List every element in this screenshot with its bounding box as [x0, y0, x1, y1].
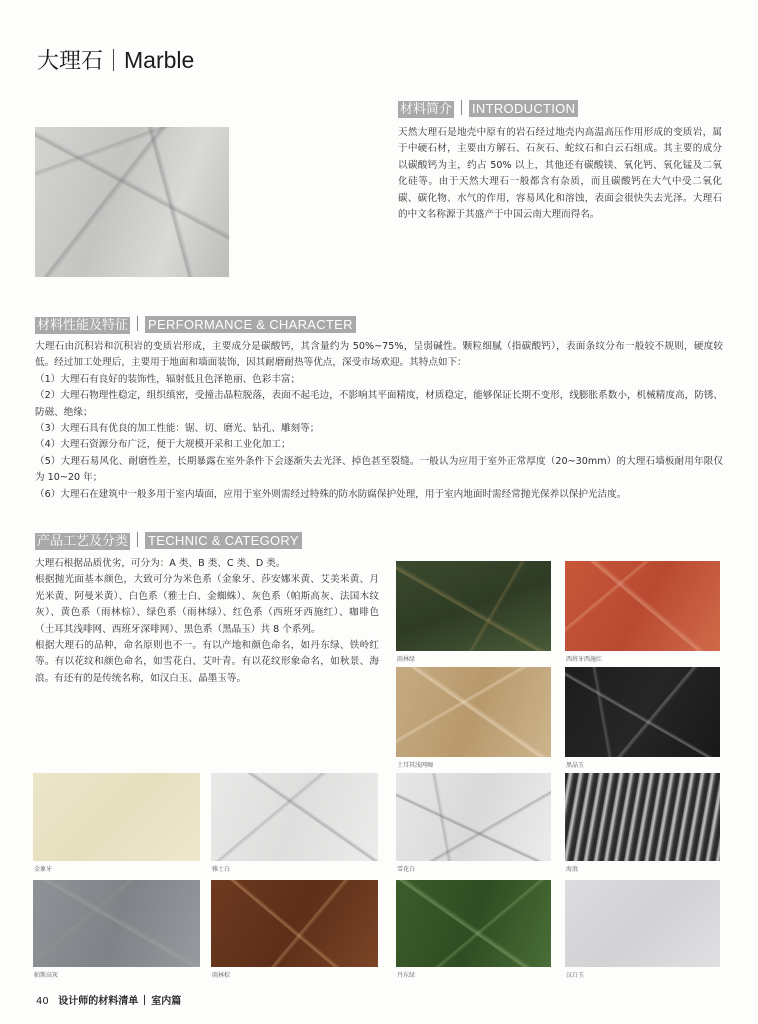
intro-marble-image — [35, 127, 229, 277]
intro-heading-divider — [461, 100, 462, 115]
sample-caption: 西班牙西施红 — [566, 656, 603, 663]
sample-image-ocean-wave — [565, 773, 720, 861]
technic-para-colors: 根据抛光面基本颜色，大致可分为米色系（金象牙、莎安娜米黄、艾美米黄、月光米黄、阿曼米黄）、白色系（雅士白、金蜘蛛）、灰色系（帕斯高灰、法国木纹灰）、黄色系（雨林棕）、绿色系（雨林绿）、红色系（西班牙西施红）、咖啡色（土耳其浅啡网、西班牙深啡网）、黑色系（黑晶玉）共 8 个系列。 — [35, 574, 379, 635]
sample-caption: 汉白玉 — [566, 972, 585, 979]
performance-heading-divider — [137, 316, 138, 331]
title-divider — [113, 49, 114, 71]
sample-caption: 雪花白 — [397, 866, 416, 873]
sample-image-rainforest-green — [396, 561, 551, 651]
sample-image-black-crystal — [565, 667, 720, 757]
performance-text — [35, 339, 723, 503]
footer-divider — [144, 995, 145, 1005]
technic-heading-en: TECHNIC & CATEGORY — [145, 532, 302, 549]
intro-heading-en: INTRODUCTION — [469, 100, 578, 117]
performance-item: （5）大理石易风化、耐磨性差，长期暴露在室外条件下会逐渐失去光泽、掉色甚至裂缝。一般认为应用于室外正常厚度（20~30mm）的大理石墙板耐用年限仅为 10~20 年； — [35, 455, 723, 484]
sample-image-turkish-light-emperador — [396, 667, 551, 757]
performance-item: （6）大理石在建筑中一般多用于室内墙面，应用于室外则需经过特殊的防水防腐保护处理，用于室内地面时需经常抛光保养以保护光洁度。 — [35, 488, 627, 500]
performance-item: （4）大理石资源分布广泛，便于大规模开采和工业化加工； — [35, 439, 291, 451]
intro-heading-cn: 材料简介 — [400, 102, 453, 117]
sample-caption: 雅士白 — [212, 866, 231, 873]
sample-image-golden-ivory — [33, 773, 200, 861]
technic-heading-divider — [137, 532, 138, 547]
performance-heading-en: PERFORMANCE & CHARACTER — [145, 316, 356, 333]
performance-heading-cn: 材料性能及特征 — [37, 318, 129, 333]
sample-caption: 海浪 — [566, 866, 579, 873]
book-title: 设计师的材料清单 — [58, 996, 139, 1007]
performance-item: （3）大理石具有优良的加工性能：锯、切、磨光、钻孔、雕刻等； — [35, 423, 320, 435]
sample-image-rainforest-brown — [211, 880, 378, 967]
sample-image-snowflake-white — [396, 773, 551, 861]
technic-para-grades: 大理石根据品质优劣，可分为：A 类、B 类、C 类、D 类。 — [35, 558, 286, 569]
sample-caption: 丹东绿 — [397, 972, 416, 979]
intro-text: 天然大理石是地壳中原有的岩石经过地壳内高温高压作用形成的变质岩，属于中硬石材，主要由方解石、石灰石、蛇纹石和白云石组成。其主要的成分以碳酸钙为主，约占 50% 以上，其他还有碳酸镁、氧化钙、氧化锰及二氧化硅等。由于天然大理石一般都含有杂质，而且碳酸钙在大气中受二氧化碳、碳化物、水气的作用，容易风化和溶蚀，表面会很快失去光泽。大理石的中文名称源于其盛产于中国云南大理而得名。 — [398, 127, 722, 221]
performance-heading — [35, 316, 356, 333]
sample-caption: 黑晶玉 — [566, 762, 585, 769]
technic-heading-cn: 产品工艺及分类 — [37, 534, 129, 549]
sample-image-ariston-white — [211, 773, 378, 861]
sample-caption: 土耳其浅网咖 — [397, 762, 434, 769]
title-cn: 大理石 — [37, 49, 104, 74]
page-title — [37, 44, 194, 75]
title-en: Marble — [124, 47, 195, 73]
technic-text — [35, 556, 379, 687]
book-section: 室内篇 — [151, 996, 182, 1007]
technic-para-naming: 根据大理石的品种，命名原则也不一。有以产地和颜色命名，如丹东绿、铁岭红等。有以花纹和颜色命名，如雪花白、艾叶青。有以花纹形象命名，如秋景、海浪。有还有的是传统名称，如汉白玉、晶墨玉等。 — [35, 640, 379, 684]
intro-heading — [398, 100, 578, 117]
sample-caption: 雨林绿 — [397, 656, 416, 663]
sample-image-dandong-green — [396, 880, 551, 967]
page-number: 40 — [36, 996, 49, 1007]
performance-item: （2）大理石物理性稳定，组织缜密，受撞击晶粒脱落，表面不起毛边，不影响其平面精度，材质稳定，能够保证长期不变形，线膨胀系数小，机械精度高，防锈、防磁、绝缘； — [35, 390, 723, 418]
performance-item: （1）大理石有良好的装饰性，辐射低且色泽艳丽、色彩丰富； — [35, 373, 301, 385]
sample-image-pascal-grey — [33, 880, 200, 967]
sample-caption: 雨林棕 — [212, 972, 231, 979]
performance-intro: 大理石由沉积岩和沉积岩的变质岩形成，主要成分是碳酸钙，其含量约为 50%~75%，呈弱碱性。颗粒细腻（指碳酸钙），表面条纹分布一般较不规则，硬度较低。经过加工处理后，主要用于地面和墙面装饰，因其耐磨耐热等优点，深受市场欢迎。其特点如下： — [35, 341, 723, 369]
sample-image-han-white-jade — [565, 880, 720, 967]
sample-image-spanish-red — [565, 561, 720, 651]
page-footer — [36, 992, 181, 1007]
sample-caption: 金象牙 — [34, 866, 53, 873]
technic-heading — [35, 532, 302, 549]
sample-caption: 帕斯高灰 — [34, 972, 59, 979]
